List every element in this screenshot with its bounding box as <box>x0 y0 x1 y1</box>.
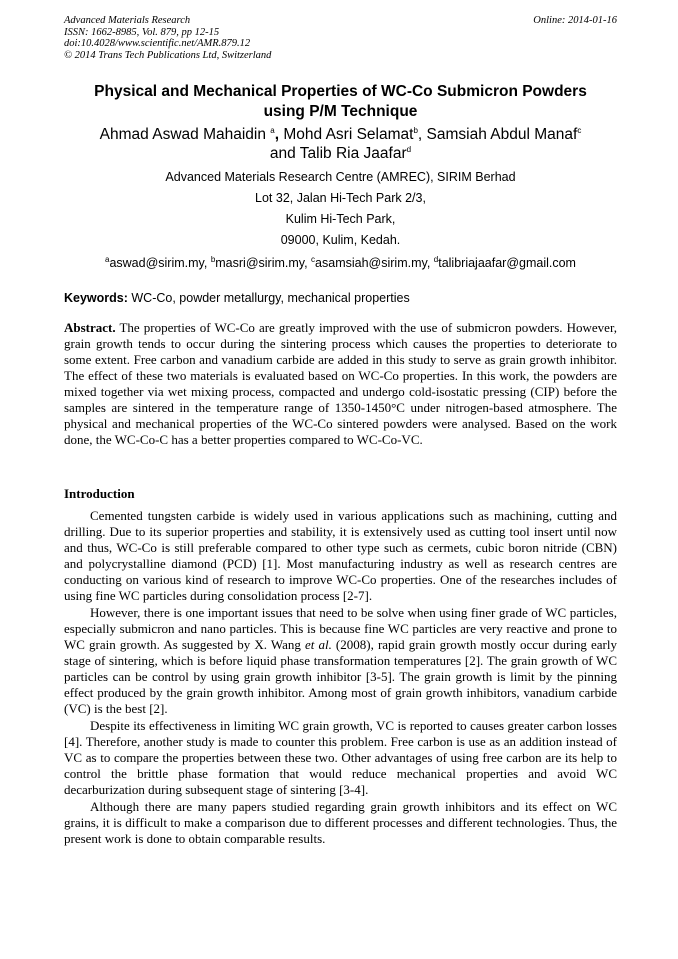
intro-paragraph-2 <box>64 605 617 717</box>
title-line-2: using P/M Technique <box>263 103 418 120</box>
author-4: and Talib Ria Jaafar <box>269 145 407 162</box>
author-1: Ahmad Aswad Mahaidin <box>99 126 266 143</box>
abstract <box>64 320 617 448</box>
paper-title <box>64 82 617 122</box>
affiliation-line-3: Kulim Hi-Tech Park, <box>285 212 396 226</box>
email-sup-c: c <box>311 254 316 264</box>
email-sup-b: b <box>210 254 216 264</box>
author-3: , Samsiah Abdul Manaf <box>417 126 578 143</box>
affiliation-line-4: 09000, Kulim, Kedah. <box>280 233 401 247</box>
author-3-sup: c <box>577 125 582 135</box>
section-heading-introduction: Introduction <box>64 486 135 501</box>
author-2: Mohd Asri Selamat <box>279 126 414 143</box>
intro-p2-etal: et al. <box>304 637 332 652</box>
title-line-1: Physical and Mechanical Properties of WC-Co Submicron Powders <box>94 83 587 100</box>
intro-paragraph-3: Despite its effectiveness in limiting WC grain growth, VC is reported to causes greater carbon losses [4]. Therefore, another study is made to counter this problem. Free carbon is use as an addition instead of VC as to compare the properties between these two. Other advantages of using free carbon are its help to control the brittle phase formation that would reduce mechanical properties and avoid WC decarburization during subsequent stage of sintering [3-4]. <box>64 718 617 797</box>
author-2-sup: b <box>413 125 418 135</box>
author-4-sup: d <box>406 144 412 154</box>
intro-paragraph-4: Although there are many papers studied regarding grain growth inhibitors and its effect on WC grains, it is difficult to make a comparison due to different processes and different technologies. Thus, the present work is done to obtain comparable results. <box>64 799 617 846</box>
author-line-1 <box>64 125 617 144</box>
email-1: aswad@sirim.my, <box>109 256 211 270</box>
email-3: asamsiah@sirim.my, <box>315 256 434 270</box>
intro-p2-text-b: (2008), rapid grain growth mostly occur during early stage of sintering, which is before liquid phase transformation temperatures [2]. The grain growth of WC particles can be control by using grain growth inhibitor [3-5]. The grain growth is limit by the pinning effect produced by the grain growth inhibitor. Among most of grain growth inhibitors, vanadium carbide (VC) is the best [2]. <box>64 637 617 716</box>
journal-name: Advanced Materials Research <box>64 15 191 26</box>
intro-p2-text-a: However, there is one important issues that need to be solve when using finer grade of WC particles, especially submicron and nano particles. This is because fine WC particles are very reactive and prone to WC grain growth. As suggested by X. Wang <box>64 605 617 652</box>
author-1-sup: a <box>270 125 275 135</box>
author-list <box>64 125 617 163</box>
author-line-2 <box>64 144 617 163</box>
intro-paragraph-1: Cemented tungsten carbide is widely used in various applications such as machining, cutting and drilling. Due to its superior properties and stability, it is extensively used as cutting tool insert until now and thus, WC-Co is still preferable compared to other type such as cermets, cubic boron nitride (CBN) and polycrystalline diamond (PCD) [1]. Most manufacturing industry as well as research centres are conducting on various kind of research to improve WC-Co properties. One of the researches includes of using fine WC particles during consolidation process [2-7]. <box>64 508 617 603</box>
online-date: Online: 2014-01-16 <box>533 15 617 26</box>
author-emails <box>64 256 617 271</box>
keywords-label: Keywords: <box>64 291 128 305</box>
affiliation-line-1: Advanced Materials Research Centre (AMREC), SIRIM Berhad <box>165 170 516 184</box>
journal-header <box>64 15 617 61</box>
keywords-text: WC-Co, powder metallurgy, mechanical properties <box>127 291 410 305</box>
email-2: masri@sirim.my, <box>215 256 312 270</box>
keywords <box>64 291 617 306</box>
email-sup-a: a <box>105 254 110 264</box>
abstract-text: The properties of WC-Co are greatly improved with the use of submicron powders. However, grain growth tends to occur during the sintering process which causes the properties to deteriorate to some extent. Free carbon and vanadium carbide are added in this study to serve as grain growth inhibitor. The effect of these two materials is evaluated based on WC-Co properties. In this work, the powders are mixed together via wet mixing process, compacted and undergo cold-isostatic pressing (CIP) before the samples are sintered in the temperature range of 1350-1450°C under nitrogen-based atmosphere. The physical and mechanical properties of the WC-Co sintered powders were analysed. Based on the work done, the WC-Co-C has a better properties compared to WC-Co-VC. <box>64 320 617 447</box>
journal-copyright: © 2014 Trans Tech Publications Ltd, Switzerland <box>64 49 272 61</box>
author-separator: , <box>274 126 280 143</box>
affiliation-line-2: Lot 32, Jalan Hi-Tech Park 2/3, <box>255 191 426 205</box>
journal-doi: doi:10.4028/www.scientific.net/AMR.879.12 <box>64 38 251 49</box>
abstract-label: Abstract. <box>64 320 116 335</box>
email-sup-d: d <box>433 254 439 264</box>
email-4: talibriajaafar@gmail.com <box>438 256 576 270</box>
journal-issn: ISSN: 1662-8985, Vol. 879, pp 12-15 <box>64 26 220 38</box>
